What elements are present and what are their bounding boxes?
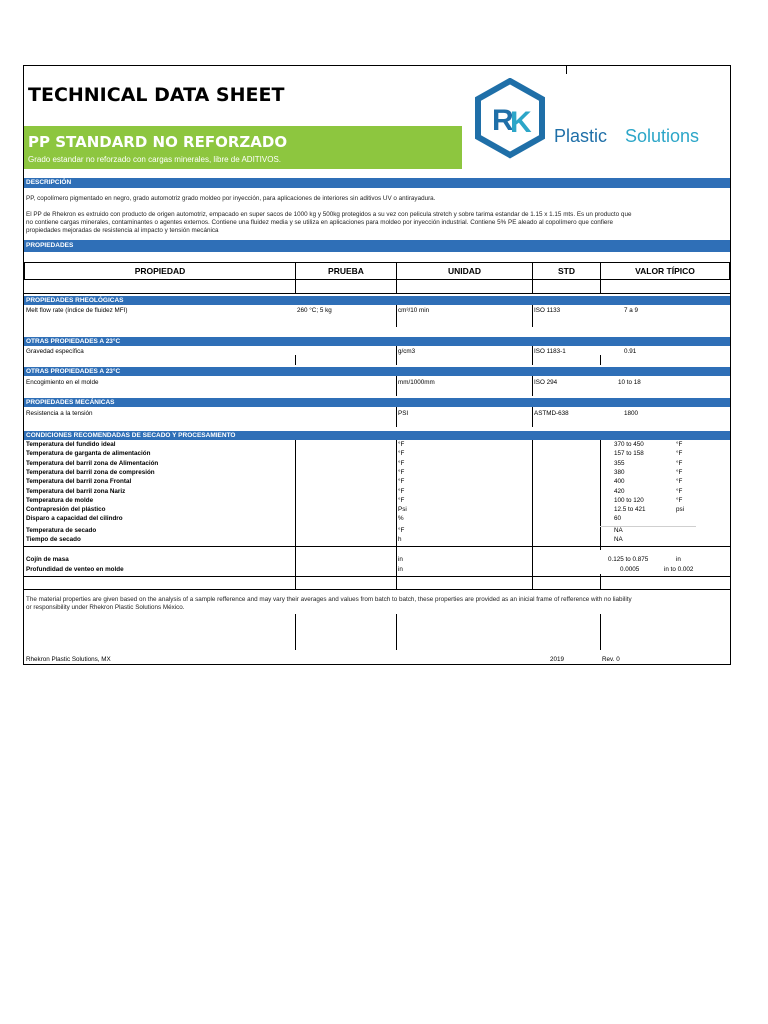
proc-row-unit2: psi (676, 506, 685, 514)
proc-row-value: 355 (614, 459, 625, 467)
otras2-val: 10 to 18 (618, 379, 641, 386)
proc-extra-value: 0.125 to 0.875 (608, 556, 649, 563)
section-bar-descripcion: DESCRIPCIÓN (24, 178, 730, 188)
svg-text:K: K (510, 106, 532, 139)
grid-line (396, 305, 397, 327)
col-header-valor: VALOR TÍPICO (600, 262, 730, 280)
col-header-propiedad: PROPIEDAD (24, 262, 296, 280)
proc-row-prop: Temperatura del barril zona de Alimentación (26, 459, 159, 467)
descripcion-p2c: propiedades mejoradas de resistencia al impacto y tensión mecánica (26, 227, 219, 234)
col-header-prueba: PRUEBA (295, 262, 397, 280)
proc-extra-unit2: in to 0.002 (664, 566, 694, 573)
proc-row-prop: Disparo a capacidad del cilindro (26, 515, 123, 523)
proc-row-value: 12.5 to 421 (614, 506, 646, 514)
proc-row-prop: Temperatura del barril zona Nariz (26, 487, 126, 495)
grid-line (24, 589, 730, 590)
proc-row-prop: Tiempo de secado (26, 536, 81, 543)
proc-row-value: 420 (614, 487, 625, 495)
proc-row-value: 370 to 450 (614, 441, 644, 448)
grid-line (532, 346, 533, 365)
rk-logo-icon (470, 78, 730, 160)
grid-line (295, 614, 296, 650)
otras1-std: ISO 1183-1 (534, 348, 566, 355)
proc-extra-value: 0.0005 (620, 566, 640, 573)
descripcion-p1: PP, copolímero pigmentado en negro, grado automotriz grado moldeo por inyección, para aplicaciones de interiores sin aditivos UV o antirayadura. (26, 195, 436, 202)
proc-row-value: NA (614, 536, 623, 543)
proc-row-value: 157 to 158 (614, 450, 644, 458)
proc-row-value: 60 (614, 515, 622, 523)
section-bar-mecanicas: PROPIEDADES MECÁNICAS (24, 398, 730, 407)
proc-row-unit: h (398, 536, 402, 543)
grid-line (532, 280, 533, 294)
grid-line (600, 355, 601, 365)
proc-row-unit: °F (398, 468, 405, 476)
product-subtitle: Grado estandar no reforzado con cargas minerales, libre de ADITIVOS. (28, 155, 282, 164)
rheo-prop: Melt flow rate (índice de fluidez MFI) (26, 307, 128, 314)
grid-line (396, 440, 397, 590)
descripcion-p2a: El PP de Rhekron es extruido con producto de origen automotriz, empacado en super sacos de 1000 kg y 500kg protegidos a su vez con pelicula stretch y sobre tarima estandar de 1.15 x 1.15 mts. Es un producto que (26, 211, 632, 218)
grid-line (532, 440, 533, 590)
section-bar-propiedades: PROPIEDADES (24, 240, 730, 252)
grid-line (295, 440, 296, 590)
mec-prop: Resistencia a la tensión (26, 410, 93, 417)
section-bar-procesamiento: CONDICIONES RECOMENDADAS DE SECADO Y PROCESAMIENTO (24, 431, 730, 440)
product-name: PP STANDARD NO REFORZADO (28, 133, 288, 151)
rheo-val: 7 a 9 (624, 307, 639, 314)
proc-row-unit2: °F (676, 459, 683, 467)
otras1-unit: g/cm3 (398, 348, 416, 355)
otras1-prop: Gravedad específica (26, 348, 84, 355)
mec-val: 1800 (624, 410, 639, 417)
proc-row-unit: Psi (398, 506, 407, 514)
proc-row-unit2: °F (676, 478, 683, 486)
proc-row-unit: °F (398, 459, 405, 467)
corner-tick (566, 66, 567, 74)
section-bar-otras-2: OTRAS PROPIEDADES A 23°C (24, 367, 730, 376)
rheo-unit: cm³/10 min (398, 307, 430, 314)
grid-line (24, 293, 730, 294)
brand-word-solutions: Solutions (625, 126, 700, 146)
section-bar-otras-1: OTRAS PROPIEDADES A 23°C (24, 337, 730, 346)
mec-std: ASTMD-638 (534, 410, 569, 417)
proc-row-prop: Temperatura del barril zona Frontal (26, 478, 132, 486)
section-bar-rheologicas: PROPIEDADES RHEOLÓGICAS (24, 296, 730, 305)
rheo-std: ISO 1133 (534, 307, 561, 314)
footer-revision: Rev. 0 (602, 656, 620, 663)
document-title: TECHNICAL DATA SHEET (28, 84, 285, 106)
proc-row-prop: Temperatura de garganta de alimentación (26, 450, 151, 458)
mec-unit: PSI (398, 410, 409, 417)
proc-row-unit2: °F (676, 450, 683, 458)
footer-company: Rhekron Plastic Solutions, MX (26, 656, 111, 663)
disclaimer-line-2: or responsibility under Rhekron Plastic Solutions México. (26, 604, 185, 611)
proc-row-unit: °F (398, 526, 405, 534)
proc-row-value: 400 (614, 478, 625, 486)
grid-line (24, 576, 730, 577)
svg-text:R: R (492, 104, 514, 137)
proc-row-unit2: °F (676, 441, 683, 448)
proc-row-value: 100 to 120 (614, 496, 644, 504)
proc-row-prop: Temperatura del fundido ideal (26, 441, 116, 448)
grid-line (396, 346, 397, 365)
grid-line (532, 407, 533, 427)
proc-row-prop: Temperatura de molde (26, 496, 94, 504)
proc-row-unit: °F (398, 496, 405, 504)
proc-row-unit: % (398, 515, 404, 523)
grid-line (295, 355, 296, 365)
proc-extra-unit2: in (676, 556, 681, 563)
proc-extra-prop: Cojín de masa (26, 556, 69, 563)
footer-year: 2019 (550, 656, 565, 663)
grid-line (600, 280, 601, 294)
proc-row-unit: °F (398, 441, 405, 448)
grid-line (600, 614, 601, 650)
proc-row-unit2: °F (676, 468, 683, 476)
proc-row-unit: °F (398, 450, 405, 458)
grid-line (532, 376, 533, 396)
proc-extra-unit: in (398, 556, 403, 563)
proc-row-unit: °F (398, 478, 405, 486)
col-header-unidad: UNIDAD (396, 262, 533, 280)
grid-line (532, 305, 533, 327)
col-header-std: STD (532, 262, 601, 280)
descripcion-p2b: no contiene cargas minerales, contaminantes o agentes externos. Contiene una fluidez media y se utiliza en aplicaciones para moldeo por inyección industrial. Contiene 5% PE aleado al copolímero que confiere (26, 219, 614, 226)
otras1-val: 0.91 (624, 348, 637, 355)
otras2-prop: Encogimiento en el molde (26, 379, 99, 386)
proc-row-unit: °F (398, 487, 405, 495)
proc-row-prop: Contrapresión del plástico (26, 506, 106, 514)
disclaimer-line-1: The material properties are given based on the analysis of a sample refference and may vary their averages and values from batch to batch, these properties are provided as an inicial frame of refference with no liability (26, 596, 632, 603)
product-banner (24, 126, 462, 169)
grid-line (396, 407, 397, 427)
proc-row-value: 380 (614, 468, 625, 476)
proc-row-unit2: °F (676, 496, 683, 504)
proc-row-prop: Temperatura del barril zona de compresión (26, 468, 155, 476)
brand-word-plastic: Plastic (554, 126, 608, 146)
otras2-std: ISO 294 (534, 379, 558, 386)
proc-extra-prop: Profundidad de venteo en molde (26, 566, 124, 573)
proc-row-unit2: °F (676, 487, 683, 495)
proc-row-prop: Temperatura de secado (26, 526, 97, 534)
grid-line (24, 546, 730, 547)
proc-extra-unit: in (398, 566, 403, 573)
grid-line (396, 280, 397, 294)
grid-line (600, 440, 601, 550)
grid-line (396, 376, 397, 396)
grid-line (396, 614, 397, 650)
proc-row-value: NA (614, 526, 623, 534)
rheo-test: 260 °C; 5 kg (297, 307, 332, 314)
grid-line (600, 526, 696, 527)
grid-line (295, 280, 296, 294)
otras2-unit: mm/1000mm (398, 379, 435, 386)
